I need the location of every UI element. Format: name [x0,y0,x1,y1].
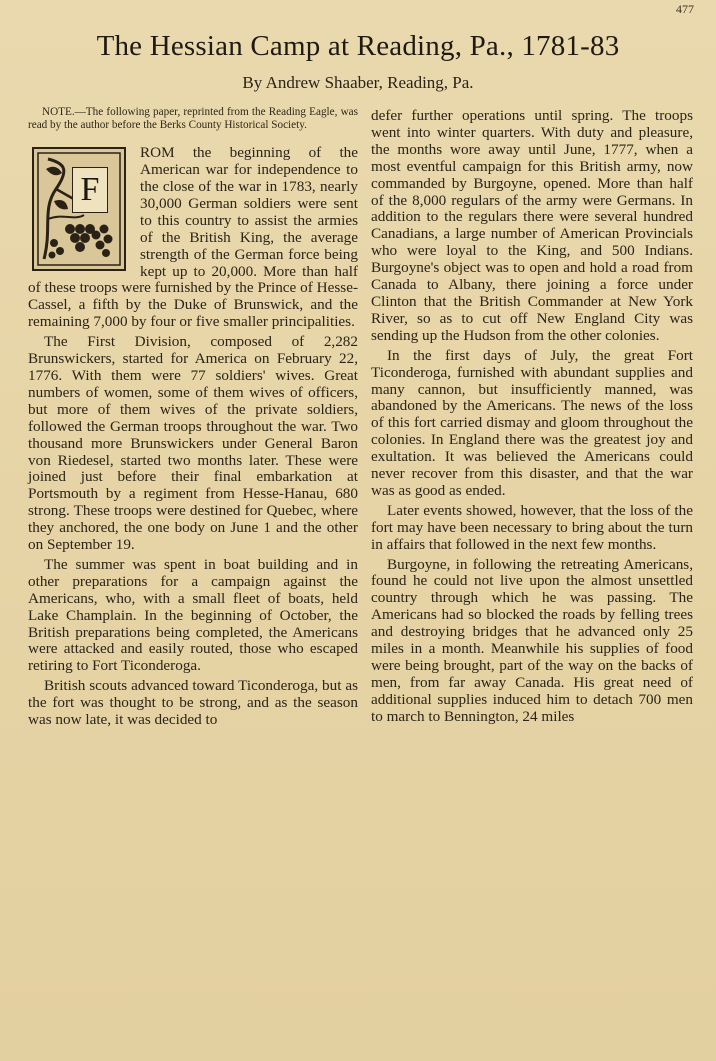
left-paragraph-1: ROM the beginning of the American war for independence to the close of the war in 1783, nearly 30,000 German soldiers were sent to this country to assist the armies of the British King, the average strength of the German force being kept up to 20,000. More than half of these troops were furnished by the Prince of Hesse-Cassel, a fifth by the Duke of Brunswick, and the remaining 7,000 by four or five smaller principalities. [28,144,358,331]
right-column [371,108,693,726]
right-paragraph-1: defer further operations until spring. The troops went into winter quarters. With duty and pleasure, the months wore away until June, 1777, when a most eventful campaign for this British army, now commanded by Burgoyne, opened. More than half of the 8,000 regulars of the army were Germans. In addition to the regulars there were several hundred Canadians, a large number of American Provincials who were loyal to the King, and 500 Indians. Burgoyne's object was to open and hold a road from Canada to Albany, there joining a force under Clinton that the British Commander at New York River, so as to cut off New England City was sending up the Hudson from the other colonies. [371,107,693,344]
left-paragraph-4: British scouts advanced toward Ticonderoga, but as the fort was thought to be strong, and as the season was now late, it was decided to [28,677,358,729]
right-paragraph-3: Later events showed, however, that the loss of the fort may have been necessary to bring about the turn in affairs that followed in the next few months. [371,501,693,553]
right-paragraph-4: Burgoyne, in following the retreating Americans, found he could not live upon the almost unsettled country through which he was passing. The Americans had so blocked the roads by felling trees and destroying bridges that he advanced only 25 miles in a month. Meanwhile his supplies of food were being brought, part of the way on the backs of men, from far away Canada. His great need of additional supplies induced him to detach 700 men to march to Bennington, 24 miles [371,555,693,725]
left-paragraph-2: The First Division, composed of 2,282 Brunswickers, started for America on February 22, 1776. With them were 77 soldiers' wives. Great numbers of women, some of them wives of officers, but more of them wives of the private soldiers, followed the German troops throughout the war. Two thousand more Brunswickers under General Baron von Riedesel, started two months later. These were joined just before their final embarkation at Portsmouth by a regiment from Hesse-Hanau, 680 strong. These troops were destined for Quebec, where they anchored, the one body on June 1 and the other on September 19. [28,333,358,554]
article-title: The Hessian Camp at Reading, Pa., 1781-83 [96,30,620,62]
editor-note: NOTE.—The following paper, reprinted from the Reading Eagle, was read by the author before the Berks County Historical Society. [28,106,358,131]
left-column [28,106,358,729]
drop-cap-ornament [32,147,126,271]
drop-cap-letter: F [72,167,108,213]
article-byline: By Andrew Shaaber, Reading, Pa. [242,73,474,92]
left-paragraph-3: The summer was spent in boat building and in other preparations for a campaign against the Americans, who, with a small fleet of boats, held Lake Champlain. In the beginning of October, the British preparations being completed, the Americans were attacked and easily routed, those who escaped retiring to Fort Ticonderoga. [28,555,358,675]
page-number: 477 [676,2,694,16]
right-paragraph-2: In the first days of July, the great Fort Ticonderoga, furnished with abundant supplies and many cannon, but insufficiently manned, was abandoned by the Americans. The news of the loss of this fort carried dismay and gloom throughout the colonies. In England there was the greatest joy and exultation. It was believed the Americans could never recover from this disaster, and that the war was as good as ended. [371,346,693,499]
